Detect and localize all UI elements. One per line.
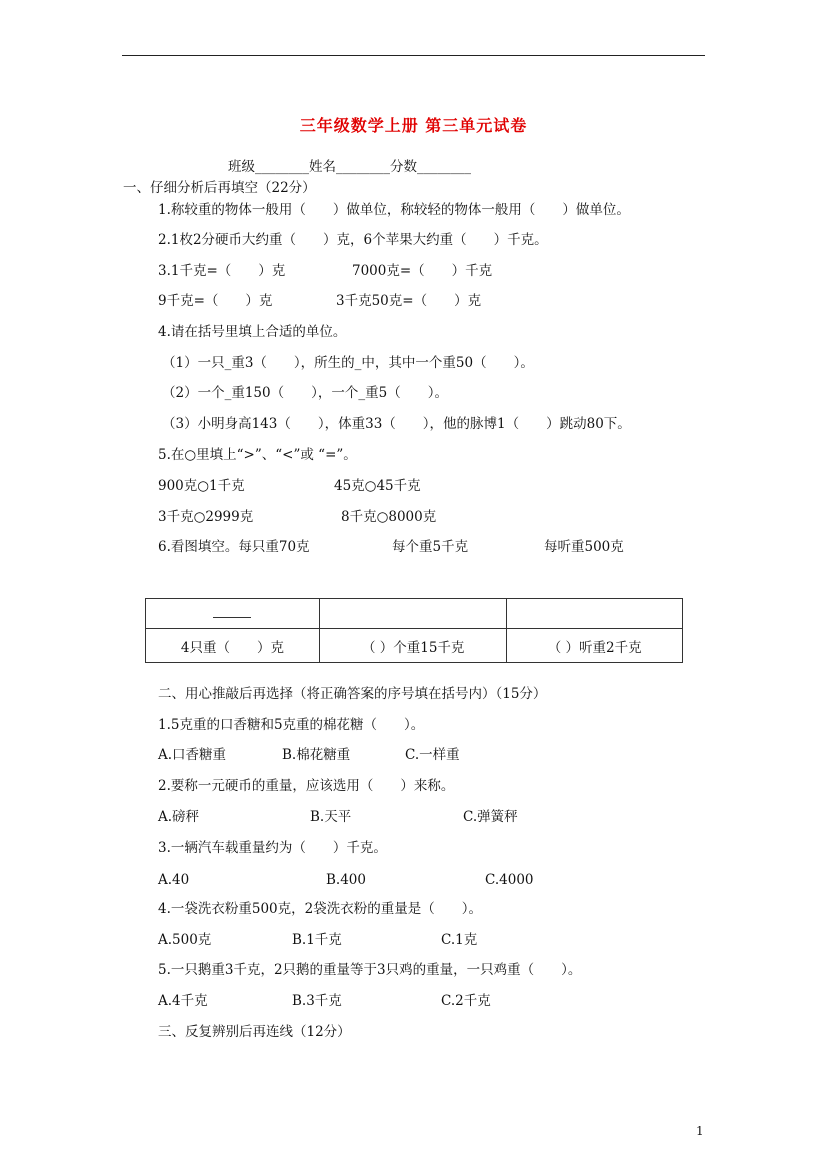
question-text: 4.请在括号里填上合适的单位。 bbox=[158, 324, 347, 340]
section1-heading: 一、仔细分析后再填空（22分） bbox=[123, 180, 316, 196]
question-text: 3.1千克=（ ）克 bbox=[158, 263, 286, 279]
header-rule bbox=[122, 55, 705, 56]
question-text: 1.5克重的口香糖和5克重的棉花糖（ ）。 bbox=[158, 717, 425, 733]
question-text: 45克○45千克 bbox=[334, 478, 421, 494]
section2-heading: 二、用心推敲后再选择（将正确答案的序号填在括号内）（15分） bbox=[158, 686, 547, 702]
question-text: 9千克=（ ）克 bbox=[158, 293, 273, 309]
question-text: 900克○1千克 bbox=[158, 478, 245, 494]
option-text: C.2千克 bbox=[441, 993, 491, 1009]
picture-cell bbox=[507, 599, 683, 629]
option-text: A.4千克 bbox=[158, 993, 208, 1009]
question-text: 3.一辆汽车载重量约为（ ）千克。 bbox=[158, 840, 387, 856]
option-text: B.棉花糖重 bbox=[282, 747, 351, 763]
question-text: 每听重500克 bbox=[544, 539, 624, 555]
option-text: A.磅秤 bbox=[158, 809, 200, 825]
underline-mark bbox=[213, 617, 251, 618]
question-text: 5.一只鹅重3千克，2只鹅的重量等于3只鸡的重量，一只鸡重（ ）。 bbox=[158, 962, 582, 978]
question-text: （2）一个_重150（ ），一个_重5（ ）。 bbox=[162, 385, 448, 401]
info-line: 班级________姓名________分数________ bbox=[228, 159, 471, 175]
question-text: 4.一袋洗衣粉重500克，2袋洗衣粉的重量是（ ）。 bbox=[158, 901, 482, 917]
option-text: B.天平 bbox=[310, 809, 352, 825]
question-text: 3千克50克=（ ）克 bbox=[336, 293, 482, 309]
table-cell: （ ）个重15千克 bbox=[319, 629, 506, 663]
option-text: C.4000 bbox=[485, 872, 534, 888]
table-cell: 4只重（ ）克 bbox=[146, 629, 320, 663]
option-text: C.一样重 bbox=[405, 747, 460, 763]
table-cell: （ ）听重2千克 bbox=[507, 629, 683, 663]
question-text: 每个重5千克 bbox=[392, 539, 469, 555]
option-text: B.400 bbox=[326, 872, 366, 888]
question-text: 2.要称一元硬币的重量，应该选用（ ）来称。 bbox=[158, 778, 455, 794]
question-text: （1）一只_重3（ ），所生的_中，其中一个重50（ ）。 bbox=[162, 355, 534, 371]
question-text: 2.1枚2分硬币大约重（ ）克，6个苹果大约重（ ）千克。 bbox=[158, 232, 548, 248]
option-text: A.500克 bbox=[158, 932, 212, 948]
question-text: 5.在○里填上“>”、“<”或 “=”。 bbox=[158, 447, 357, 463]
picture-table bbox=[145, 598, 683, 663]
picture-cell bbox=[319, 599, 506, 629]
question-text: （3）小明身高143（ ），体重33（ ），他的脉博1（ ）跳动80下。 bbox=[162, 416, 631, 432]
option-text: A.40 bbox=[158, 872, 190, 888]
picture-cell bbox=[146, 599, 320, 629]
option-text: B.1千克 bbox=[292, 932, 342, 948]
question-text: 8千克○8000克 bbox=[341, 509, 437, 525]
option-text: C.1克 bbox=[441, 932, 478, 948]
page-number: 1 bbox=[696, 1124, 704, 1138]
page-title: 三年级数学上册 第三单元试卷 bbox=[299, 116, 528, 135]
section3-heading: 三、反复辨别后再连线（12分） bbox=[158, 1024, 351, 1040]
question-text: 1.称较重的物体一般用（ ）做单位，称较轻的物体一般用（ ）做单位。 bbox=[158, 202, 630, 218]
question-text: 6.看图填空。每只重70克 bbox=[158, 539, 310, 555]
question-text: 7000克=（ ）千克 bbox=[352, 263, 493, 279]
option-text: A.口香糖重 bbox=[158, 747, 227, 763]
option-text: C.弹簧秤 bbox=[463, 809, 518, 825]
option-text: B.3千克 bbox=[292, 993, 342, 1009]
question-text: 3千克○2999克 bbox=[158, 509, 254, 525]
